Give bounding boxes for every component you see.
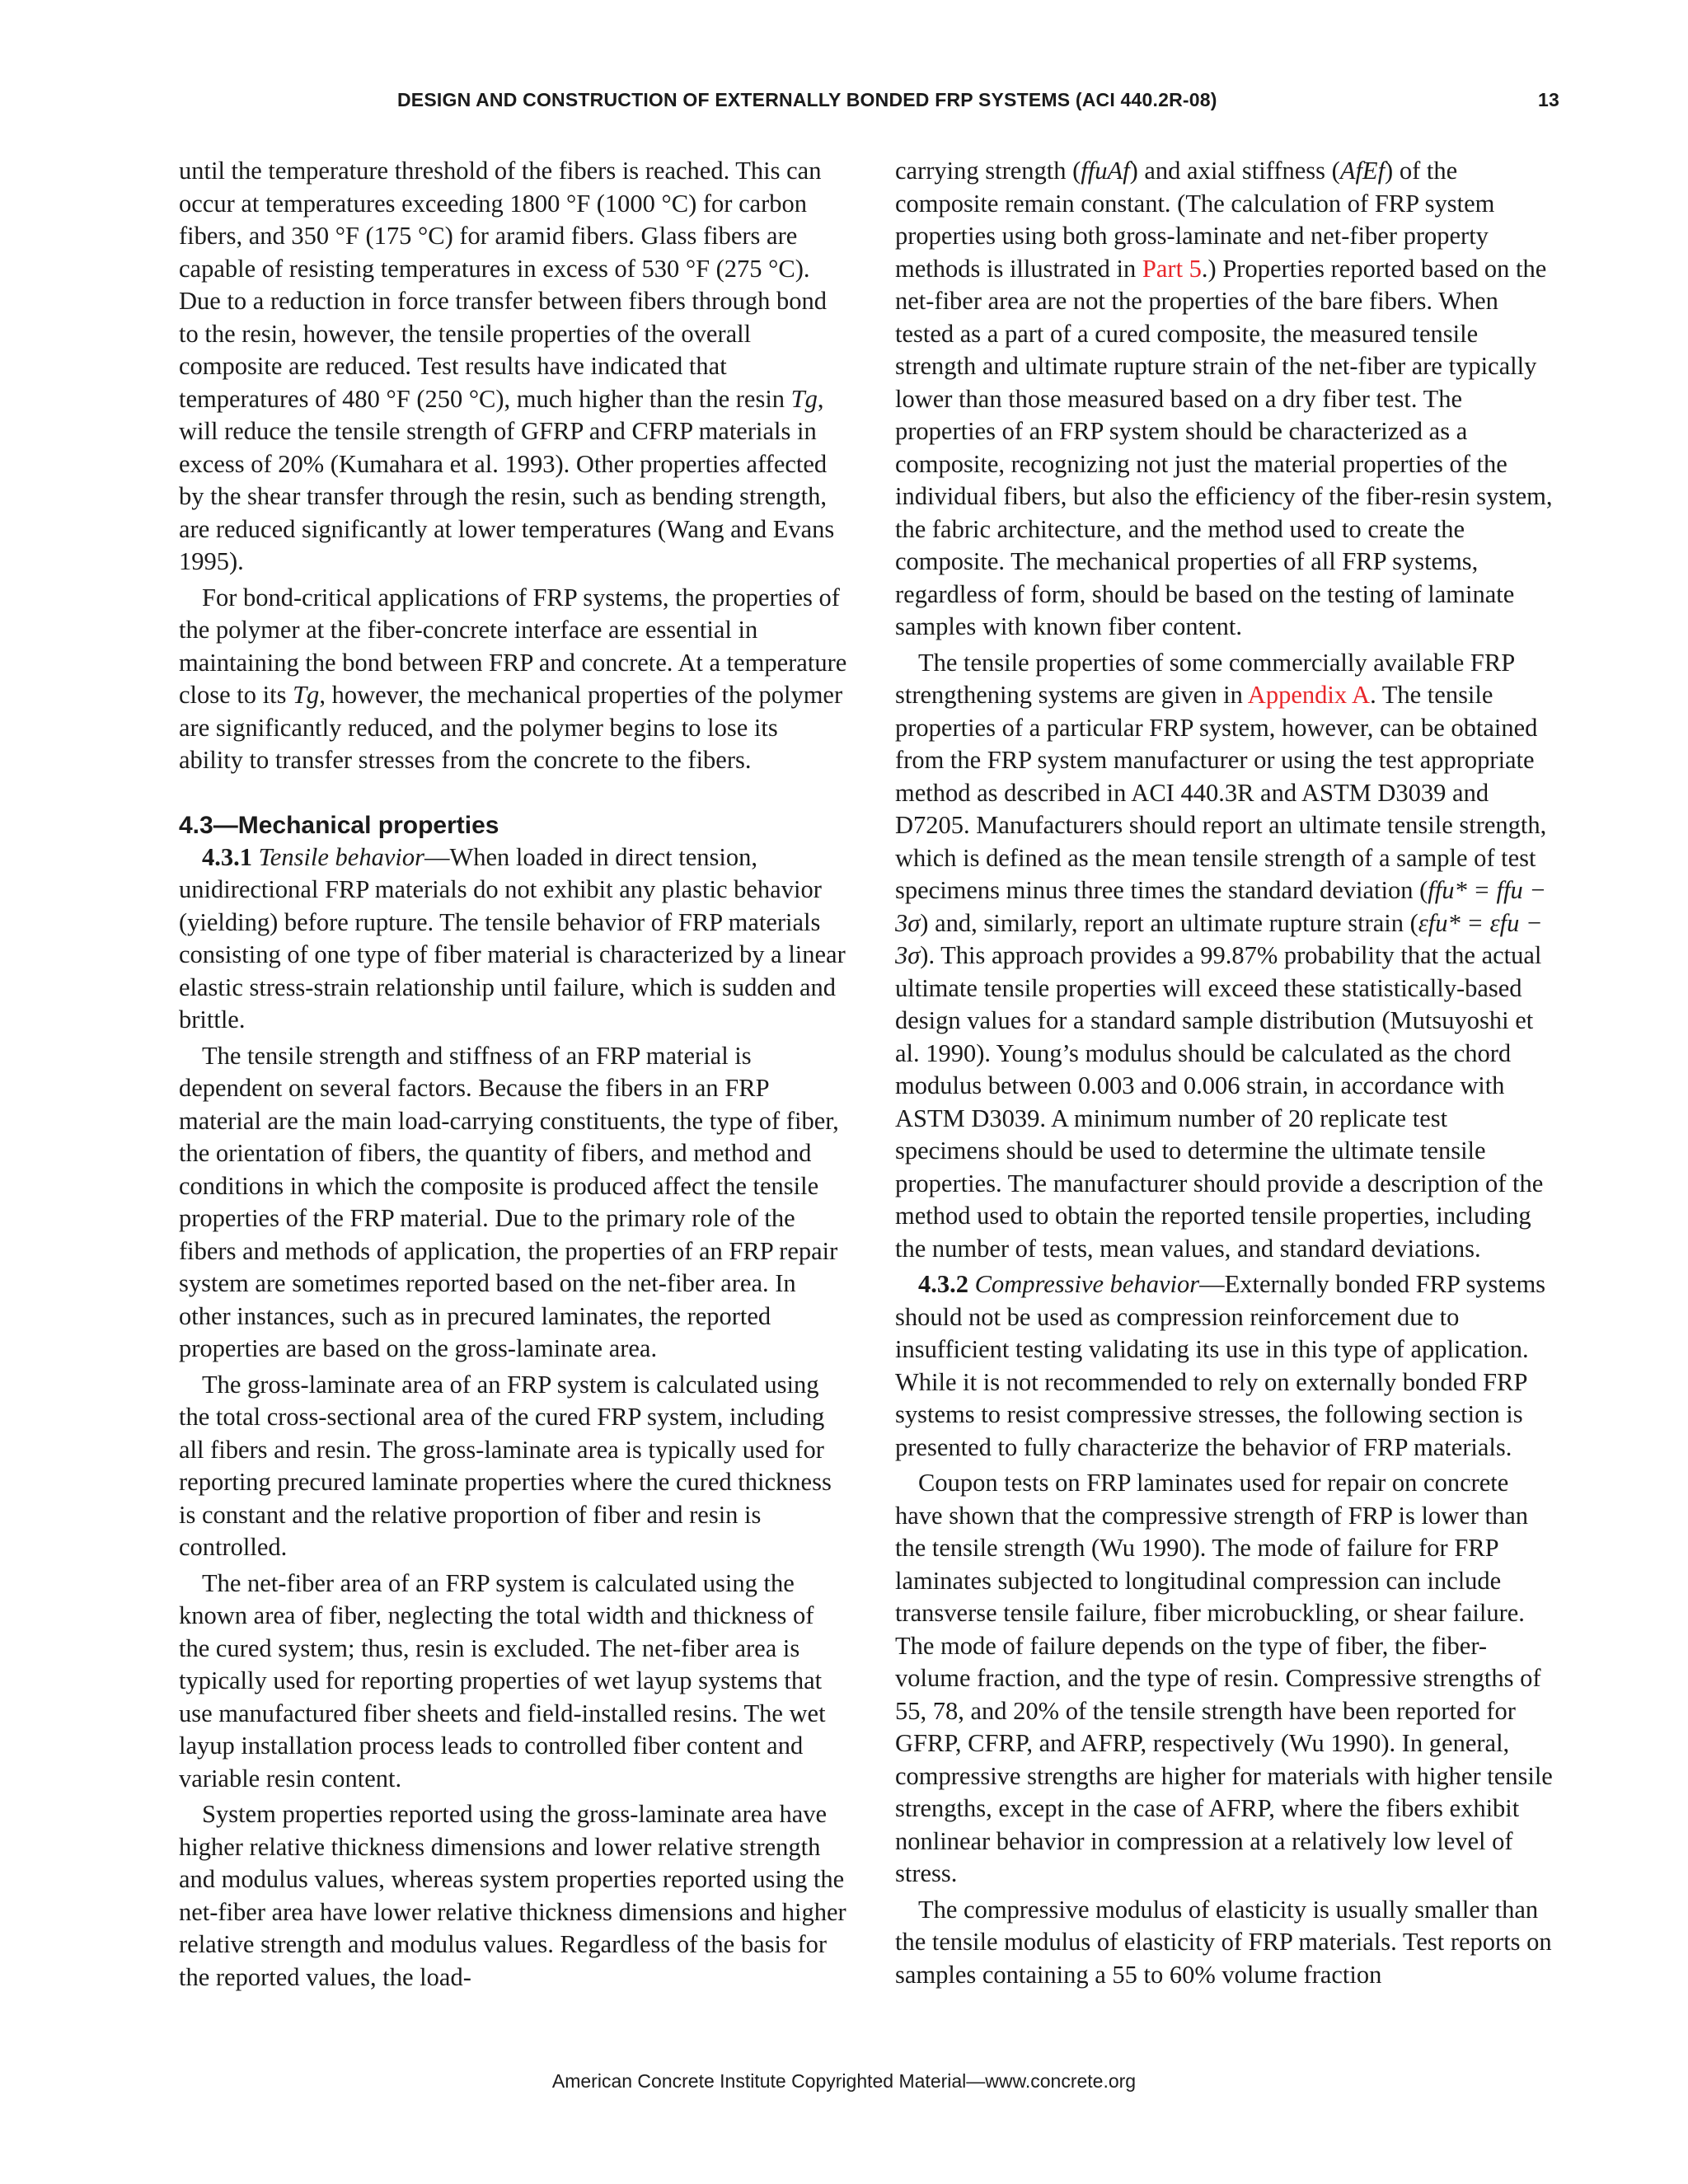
subsection-title: Compressive behavior [974, 1270, 1200, 1298]
part-5-link[interactable]: Part 5 [1142, 254, 1202, 283]
appendix-a-link[interactable]: Appendix A [1247, 681, 1371, 709]
section-heading: 4.3—Mechanical properties [179, 811, 499, 839]
paragraph [179, 155, 848, 579]
paragraph-text: until the temperature threshold of the fibers is reached. This can occur at temperatures exceeding 1800 °F (1000 °C) for carbon fibers, and 350 °F (175 °C) for aramid fibers. Glass fibers are capable of resisting temperatures in excess of 530 °F (275 °C). Due to a reduction in force transfer between fibers through bond to the resin, however, the tensile properties of the overall composite are reduced. Test results have indicated that temperatures of 480 °F (250 °C), much higher than the resin [179, 157, 827, 413]
paragraph: System properties reported using the gross-laminate area have higher relative thickness dimensions and lower relative strength and modulus values, whereas system properties reported using the net-fiber area have lower relative thickness dimensions and higher relative strength and modulus values. Regardless of the basis for the reported values, the load- [179, 1800, 846, 1991]
subsection-title: Tensile behavior [258, 842, 424, 871]
paragraph [895, 1268, 1554, 1464]
paragraph-text: ) of the composite remain constant. (The calculation of FRP system properties using both gross-laminate and net-fiber property methods is illustrated in [895, 157, 1495, 283]
right-column [895, 155, 1554, 1994]
stiffness-symbol: AfEf [1339, 157, 1386, 185]
paragraph-text: —Externally bonded FRP systems should not be used as compression reinforcement due to insufficient testing validating its use in this type of application. While it is not recommended to rely on externally bonded FRP systems to resist compressive stresses, the following section is presented to fully characterize the behavior of FRP materials. [895, 1270, 1546, 1461]
strength-area-symbol: ffuAf [1081, 157, 1130, 185]
paragraph: The tensile strength and stiffness of an FRP material is dependent on several factors. Because the fibers in an FRP material are the main load-carrying constituents, the type of fiber, the orientation of fibers, the quantity of fibers, and method and conditions in which the composite is produced affect the tensile properties of the FRP material. Due to the primary role of the fibers and methods of application, the properties of an FRP repair system are sometimes reported based on the net-fiber area. In other instances, such as in precured laminates, the reported properties are based on the gross-laminate area. [179, 1041, 839, 1362]
paragraph [179, 582, 848, 777]
paragraph-text: .) Properties reported based on the net-fiber area are not the properties of the bare fibers. When tested as a part of a cured composite, the measured tensile strength and ultimate rupture strain of the net-fiber are typically lower than those measured based on a dry fiber test. The properties of an FRP system should be characterized as a composite, recognizing not just the material properties of the individual fibers, but also the efficiency of the fiber-resin system, the fabric architecture, and the method used to create the composite. The mechanical properties of all FRP systems, regardless of form, should be based on the testing of laminate samples with known fiber content. [895, 254, 1553, 640]
glass-transition-symbol: Tg [293, 681, 320, 709]
paragraph-text: , will reduce the tensile strength of GFRP and CFRP materials in excess of 20% (Kumahara et al. 1993). Other properties affected by the shear transfer through the resin, such as bending strength, are reduced significantly at lower temperatures (Wang and Evans 1995). [179, 384, 835, 575]
paragraph [179, 841, 848, 1037]
paragraph-text: carrying strength ( [895, 157, 1081, 185]
paragraph: The compressive modulus of elasticity is usually smaller than the tensile modulus of elasticity of FRP materials. Test reports on samples containing a 55 to 60% volume fraction [895, 1895, 1552, 1989]
left-column [179, 155, 848, 1997]
paragraph: The gross-laminate area of an FRP system is calculated using the total cross-sectional area of the cured FRP system, including all fibers and resin. The gross-laminate area is typically used for reporting precured laminate properties where the cured thickness is constant and the relative proportion of fiber and resin is controlled. [179, 1370, 832, 1561]
paragraph: The net-fiber area of an FRP system is calculated using the known area of fiber, neglecting the total width and thickness of the cured system; thus, resin is excluded. The net-fiber area is typically used for reporting properties of wet layup systems that use manufactured fiber sheets and field-installed resins. The wet layup installation process leads to controlled fiber content and variable resin content. [179, 1568, 826, 1793]
paragraph: Coupon tests on FRP laminates used for repair on concrete have shown that the compressive strength of FRP is lower than the tensile strength (Wu 1990). The mode of failure for FRP laminates subjected to longitudinal compression can include transverse tensile failure, fiber microbuckling, or shear failure. The mode of failure depends on the type of fiber, the fiber-volume fraction, and the type of resin. Compressive strengths of 55, 78, and 20% of the tensile strength have been reported for GFRP, CFRP, and AFRP, respectively (Wu 1990). In general, compressive strengths are higher for materials with higher tensile strengths, except in the case of AFRP, where the fibers exhibit nonlinear behavior in compression at a relatively low level of stress. [895, 1469, 1553, 1887]
paragraph-text: For bond-critical applications of FRP systems, the properties of the polymer at the fiber-concrete interface are essential in maintaining the bond between FRP and concrete. At a temperature close to its [179, 583, 847, 709]
paragraph-text: , however, the mechanical properties of the polymer are significantly reduced, and the polymer begins to lose its ability to transfer stresses from the concrete to the fibers. [179, 681, 843, 774]
paragraph [895, 647, 1554, 1266]
running-header-title: DESIGN AND CONSTRUCTION OF EXTERNALLY BONDED FRP SYSTEMS (ACI 440.2R-08) [397, 89, 1217, 110]
design-strength-formula: ffu* = ffu − 3σ [895, 876, 1546, 937]
subsection-number: 4.3.2 [918, 1270, 968, 1298]
paragraph-text: The tensile properties of some commercially available FRP strengthening systems are given in [895, 648, 1515, 709]
paragraph-text: ). This approach provides a 99.87% probability that the actual ultimate tensile properties will exceed these statistically-based design values for a standard sample distribution (Mutsuyoshi et al. 1990). Young’s modulus should be calculated as the chord modulus between 0.003 and 0.006 strain, in accordance with ASTM D3039. A minimum number of 20 replicate test specimens should be used to determine the ultimate tensile properties. The manufacturer should provide a description of the method used to obtain the reported tensile properties, including the number of tests, mean values, and standard deviations. [895, 941, 1544, 1263]
paragraph-text: ) and, similarly, report an ultimate rupture strain ( [920, 908, 1418, 937]
page-number: 13 [1538, 89, 1559, 110]
paragraph [895, 155, 1554, 644]
copyright-footer: American Concrete Institute Copyrighted Material—www.concrete.org [551, 2070, 1137, 2092]
paragraph-text: . The tensile properties of a particular FRP system, however, can be obtained from the FRP system manufacturer or using the test appropriate method as described in ACI 440.3R and ASTM D3039 and D7205. Manufacturers should report an ultimate tensile strength, which is defined as the mean tensile strength of a sample of test specimens minus three times the standard deviation ( [895, 681, 1547, 904]
paragraph-text: ) and axial stiffness ( [1129, 157, 1340, 185]
design-strain-formula: εfu* = εfu − 3σ [895, 908, 1543, 969]
subsection-number: 4.3.1 [202, 842, 252, 871]
paragraph-text: —When loaded in direct tension, unidirectional FRP materials do not exhibit any plastic behavior (yielding) before rupture. The tensile behavior of FRP materials consisting of one type of fiber material is characterized by a linear elastic stress-strain relationship until failure, which is sudden and brittle. [179, 842, 846, 1033]
glass-transition-symbol: Tg [790, 384, 818, 413]
